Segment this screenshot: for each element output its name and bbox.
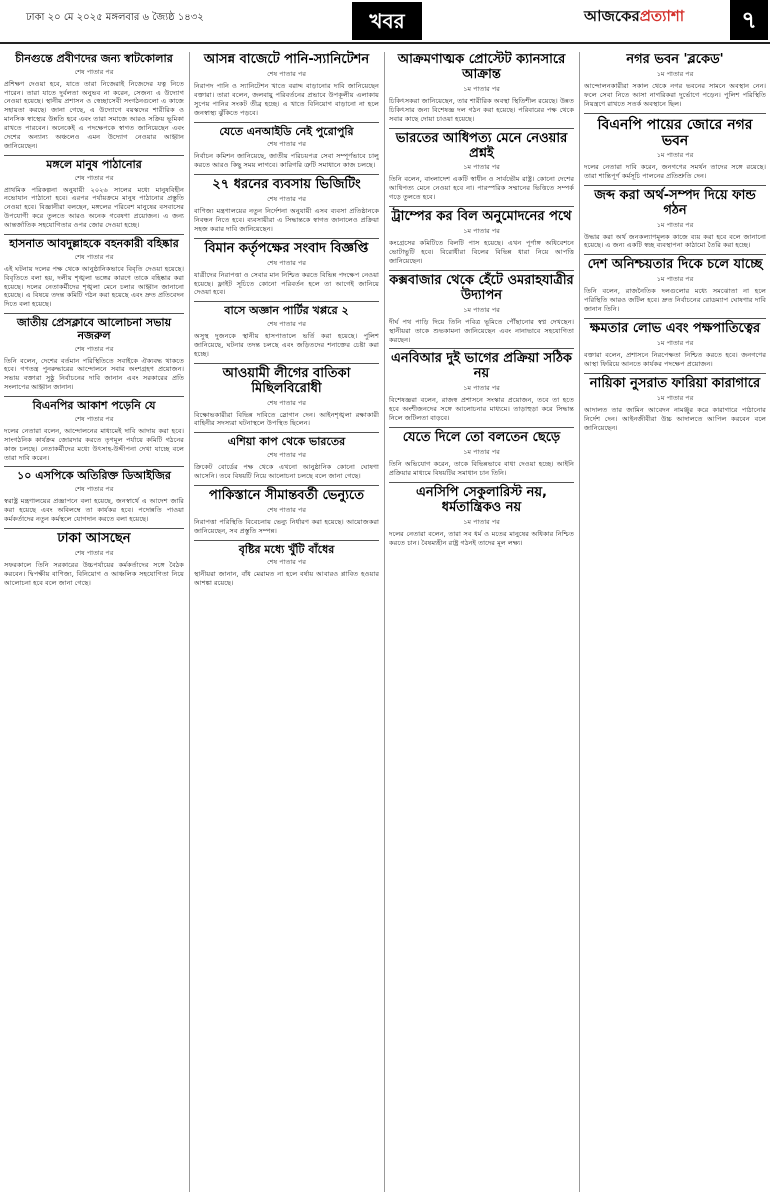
- story-body: আদালত তার জামিন আবেদন নামঞ্জুর করে কারাগারে পাঠানোর নির্দেশ দেন। আইনজীবীরা উচ্চ আদালতে আপিল করবেন বলে জানিয়েছেন।: [584, 405, 766, 432]
- continuation-note: ১ম পাতার পর: [463, 84, 500, 93]
- story-headline: যেতে এনআইডি নেই পুরোপুরি: [219, 124, 354, 138]
- continuation-note: শেষ পাতার পর: [267, 451, 306, 460]
- story-headline: যেতে দিলে তো বলতেন ছেড়ে: [402, 430, 561, 446]
- continuation-note: ১ম পাতার পর: [656, 338, 694, 347]
- story-body: তিনি বলেন, বাংলাদেশ একটি স্বাধীন ও সার্বভৌম রাষ্ট্র। কোনো দেশের আধিপত্য মেনে নেওয়া হবে না। পারস্পরিক সম্মানের ভিত্তিতে সম্পর্ক গড়ে তুলতে হবে।: [389, 175, 574, 202]
- story-body: বিশেষজ্ঞরা বলেন, রাজস্ব প্রশাসনে সংস্কার প্রয়োজন, তবে তা হতে হবে অংশীজনদের সঙ্গে আলোচনার মাধ্যমে। তাড়াহুড়া করে সিদ্ধান্ত নিলে জটিলতা বাড়বে।: [389, 396, 574, 423]
- news-story: [389, 427, 574, 478]
- continuation-note: ১ম পাতার পর: [463, 447, 500, 456]
- news-story: [194, 122, 379, 170]
- story-divider: [194, 432, 379, 433]
- continuation-note: ১ম পাতার পর: [463, 163, 500, 172]
- story-body: দলের নেতারা বলেন, তারা সব ধর্ম ও মতের মানুষের অধিকার নিশ্চিত করতে চান। বৈষম্যহীন রাষ্ট্র গঠনই তাদের মূল লক্ষ্য।: [389, 529, 574, 547]
- column-4: [584, 50, 766, 1192]
- continuation-note: ১ম পাতার পর: [656, 220, 694, 229]
- section-label: খবর: [352, 2, 422, 40]
- story-divider: [389, 482, 574, 483]
- story-headline: হাসনাত আবদুল্লাহকে বহনকারী বহিষ্কার: [9, 237, 179, 251]
- column-2: [194, 50, 379, 1192]
- news-story: [584, 113, 766, 181]
- news-story: [4, 396, 184, 462]
- story-divider: [584, 373, 766, 374]
- column-3: [389, 50, 574, 1192]
- continuation-note: ১ম পাতার পর: [656, 150, 694, 159]
- story-headline: ট্রাম্পের কর বিল অনুমোদনের পথে: [391, 209, 572, 225]
- story-divider: [389, 206, 574, 207]
- news-story: [4, 313, 184, 392]
- story-headline: ১০ এসপিকে অতিরিক্ত ডিআইজির: [17, 469, 171, 483]
- story-body: নিরাপদ পানি ও স্যানিটেশন খাতে বরাদ্দ বাড়ানোর দাবি জানিয়েছেন বক্তারা। তারা বলেন, জলবায়ু পরিবর্তনের প্রভাবে উপকূলীয় এলাকায় সুপেয় পানির সংকট তীব্র হচ্ছে। এ খাতে বিনিয়োগ বাড়ানো না হলে জনস্বাস্থ্য ঝুঁকিতে পড়বে।: [194, 81, 379, 117]
- story-divider: [4, 528, 184, 529]
- story-body: দীর্ঘ পথ পাড়ি দিয়ে তিনি পবিত্র ভূমিতে পৌঁছানোর স্বপ্ন দেখছেন। স্থানীয়রা তাকে শুভকামনা জানিয়েছেন এবং নানাভাবে সহযোগিতা করছেন।: [389, 317, 574, 344]
- story-body: বক্তারা বলেন, প্রশাসনে নিরপেক্ষতা নিশ্চিত করতে হবে। জনগণের আস্থা ফিরিয়ে আনতে কার্যকর পদক্ষেপ প্রয়োজন।: [584, 350, 766, 368]
- story-headline: আসন্ন বাজেটে পানি-স্যানিটেশন: [203, 52, 370, 67]
- news-story: [389, 53, 574, 124]
- story-divider: [194, 174, 379, 175]
- story-divider: [194, 301, 379, 302]
- story-body: দলের নেতারা বলেন, আন্দোলনের মাধ্যমেই দাবি আদায় করা হবে। সাংগঠনিক কার্যক্রম জোরদার করতে তৃণমূল পর্যায়ে কমিটি গঠনের কাজ চলছে। নেতাকর্মীদের মধ্যে উৎসাহ-উদ্দীপনা দেখা যাচ্ছে বলে তারা দাবি করেন।: [4, 426, 184, 462]
- story-body: এই ঘটনায় দলের পক্ষ থেকে আনুষ্ঠানিকভাবে বিবৃতি দেওয়া হয়েছে। বিবৃতিতে বলা হয়, দলীয় শৃঙ্খলা ভঙ্গের কারণে তাকে বহিষ্কার করা হয়েছে। দলের নেতাকর্মীদের শৃঙ্খলা মেনে চলার আহ্বান জানানো হয়েছে। এ বিষয়ে তদন্ত কমিটি গঠন করা হয়েছে এবং দ্রুত প্রতিবেদন দিতে বলা হয়েছে।: [4, 264, 184, 309]
- news-story: [4, 466, 184, 523]
- story-headline: এশিয়া কাপ থেকে ভারতের: [227, 435, 346, 449]
- news-story: [194, 301, 379, 358]
- news-story: [389, 348, 574, 423]
- news-story: [584, 318, 766, 369]
- news-story: [4, 234, 184, 309]
- continuation-note: শেষ পাতার পর: [267, 505, 306, 514]
- news-story: [584, 254, 766, 314]
- story-divider: [389, 270, 574, 271]
- story-body: কংগ্রেসের কমিটিতে বিলটি পাস হয়েছে। এখন পূর্ণাঙ্গ অধিবেশনে ভোটাভুটি হবে। বিরোধীরা বিলের বিভিন্ন ধারা নিয়ে আপত্তি জানিয়েছেন।: [389, 239, 574, 265]
- story-body: অসুস্থ দুজনকে স্থানীয় হাসপাতালে ভর্তি করা হয়েছে। পুলিশ জানিয়েছে, ঘটনার তদন্ত চলছে এবং জড়িতদের শনাক্তের চেষ্টা করা হচ্ছে।: [194, 331, 379, 358]
- continuation-note: শেষ পাতার পর: [267, 69, 306, 78]
- story-body: তিনি বলেন, রাজনৈতিক দলগুলোর মধ্যে সমঝোতা না হলে পরিস্থিতি আরও জটিল হবে। দ্রুত নির্বাচনের রোডম্যাপ ঘোষণার দাবি জানান তিনি।: [584, 287, 766, 314]
- story-headline: ভারতের আধিপত্য মেনে নেওয়ার প্রশ্নই: [395, 130, 568, 161]
- story-divider: [194, 122, 379, 123]
- continuation-note: শেষ পাতার পর: [267, 140, 306, 149]
- story-headline: বিমান কর্তৃপক্ষের সংবাদ বিজ্ঞপ্তি: [204, 240, 369, 256]
- story-body: নিরাপত্তা পরিস্থিতি বিবেচনায় ভেন্যু নির্ধারণ করা হয়েছে। আয়োজকরা জানিয়েছেন, সব প্রস্তুতি সম্পন্ন।: [194, 517, 379, 535]
- news-story: [4, 155, 184, 230]
- story-body: উদ্ধার করা অর্থ জনকল্যাণমূলক কাজে ব্যয় করা হবে বলে জানানো হয়েছে। এ জন্য একটি স্বচ্ছ ব্যবস্থাপনা কাঠামো তৈরি করা হচ্ছে।: [584, 232, 766, 250]
- story-headline: বিএনপির আকাশ পড়েনি যে: [32, 399, 156, 413]
- news-story: [194, 238, 379, 298]
- continuation-note: শেষ পাতার পর: [74, 485, 114, 494]
- story-divider: [4, 234, 184, 235]
- story-divider: [194, 485, 379, 486]
- story-body: বাণিজ্য মন্ত্রণালয়ের নতুন নির্দেশনা অনুযায়ী এসব ব্যবসা প্রতিষ্ঠানকে নিবন্ধন নিতে হবে। ব্যবসায়ীরা এ সিদ্ধান্তকে স্বাগত জানালেও প্রক্রিয়া সহজ করার দাবি জানিয়েছেন।: [194, 206, 379, 233]
- news-story: [389, 270, 574, 345]
- news-story: [584, 185, 766, 251]
- story-headline: এনবিআর দুই ভাগের প্রক্রিয়া সঠিক নয়: [390, 351, 573, 382]
- story-body: ক্রিকেট বোর্ডের পক্ষ থেকে এখনো আনুষ্ঠানিক কোনো ঘোষণা আসেনি। তবে বিষয়টি নিয়ে আলোচনা চলছে বলে জানা গেছে।: [194, 463, 379, 480]
- news-story: [584, 373, 766, 433]
- story-body: চিকিৎসকরা জানিয়েছেন, তার শারীরিক অবস্থা স্থিতিশীল রয়েছে। উন্নত চিকিৎসার জন্য বিশেষজ্ঞ দল গঠন করা হয়েছে। পরিবারের পক্ষ থেকে সবার কাছে দোয়া চাওয়া হয়েছে।: [389, 96, 574, 123]
- story-body: বিক্ষোভকারীরা বিভিন্ন দাবিতে স্লোগান দেন। আইনশৃঙ্খলা রক্ষাকারী বাহিনীর সদস্যরা ঘটনাস্থলে উপস্থিত ছিলেন।: [194, 410, 379, 428]
- news-story: [194, 540, 379, 588]
- continuation-note: শেষ পাতার পর: [74, 252, 114, 261]
- story-body: স্বরাষ্ট্র মন্ত্রণালয়ের প্রজ্ঞাপনে বলা হয়েছে, জনস্বার্থে এ আদেশ জারি করা হয়েছে এবং অবিলম্বে তা কার্যকর হবে। পদোন্নতি পাওয়া কর্মকর্তাদের নতুন কর্মস্থলে যোগদান করতে বলা হয়েছে।: [4, 497, 184, 523]
- continuation-note: শেষ পাতার পর: [267, 319, 306, 328]
- continuation-note: শেষ পাতার পর: [74, 173, 114, 182]
- story-headline: দেশ অনিশ্চয়তার দিকে চলে যাচ্ছে: [587, 257, 763, 273]
- story-divider: [4, 396, 184, 397]
- story-divider: [194, 363, 379, 364]
- continuation-note: ১ম পাতার পর: [463, 305, 500, 314]
- brand-prefix: আজকের: [584, 7, 640, 25]
- continuation-note: শেষ পাতার পর: [74, 67, 114, 76]
- continuation-note: শেষ পাতার পর: [267, 258, 306, 267]
- story-headline: বাসে অজ্ঞান পার্টির খপ্পরে ২: [224, 304, 349, 318]
- newspaper-brand: [584, 5, 684, 30]
- news-story: [194, 432, 379, 480]
- news-story: [194, 53, 379, 118]
- story-divider: [584, 254, 766, 255]
- news-story: [389, 482, 574, 548]
- story-body: নির্বাচন কমিশন জানিয়েছে, জাতীয় পরিচয়পত্র সেবা সম্পূর্ণভাবে চালু করতে আরও কিছু সময় লাগবে। কারিগরি ত্রুটি সমাধানে কাজ চলছে।: [194, 152, 379, 170]
- news-story: [194, 363, 379, 429]
- continuation-note: ১ম পাতার পর: [656, 275, 694, 284]
- story-divider: [194, 238, 379, 239]
- page-number: ৭: [730, 0, 768, 40]
- continuation-note: ১ম পাতার পর: [463, 517, 500, 526]
- news-story: [389, 206, 574, 266]
- news-story: [4, 528, 184, 588]
- story-divider: [584, 185, 766, 186]
- continuation-note: শেষ পাতার পর: [267, 194, 306, 203]
- story-body: স্থানীয়রা জানান, বাঁধ মেরামত না হলে বর্ষায় আবারও প্লাবিত হওয়ার আশঙ্কা রয়েছে।: [194, 570, 379, 588]
- story-body: প্রাথমিক পরিকল্পনা অনুযায়ী ২০২৬ সালের মধ্যে মানুষবিহীন নভোযান পাঠানো হবে। এরপর পর্যায়ক্রমে মানুষ পাঠানোর প্রস্তুতি নেওয়া হবে। বিজ্ঞানীরা বলছেন, মঙ্গলের পরিবেশ মানুষের বসবাসের উপযোগী করে তুলতে আরও অনেক গবেষণা প্রয়োজন। এ জন্য আন্তর্জাতিক সহযোগিতার ওপর জোর দেওয়া হচ্ছে।: [4, 185, 184, 230]
- story-headline: আক্রমণাত্মক প্রোস্টেট ক্যানসারে আক্রান্ত: [397, 52, 566, 82]
- story-body: প্রশিক্ষণ দেওয়া হবে, যাতে তারা নিজেরাই নিজেদের যত্ন নিতে পারেন। তারা যাতে দুর্বলতা অনুভব না করেন, সেজন্য এ উদ্যোগ নেওয়া হয়েছে। স্থানীয় প্রশাসন ও স্বেচ্ছাসেবী সংগঠনগুলো এ কাজে সহায়তা করছে। জানা গেছে, এ উদ্যোগে বয়স্কদের শারীরিক ও মানসিক স্বাস্থ্যের উন্নতি হবে এবং তারা সমাজে আরও সক্রিয় ভূমিকা রাখতে পারবেন। অনেকেই এ পদক্ষেপকে স্বাগত জানিয়েছেন এবং দেশের অন্যান্য অঞ্চলেও এমন উদ্যোগ নেওয়ার আহ্বান জানিয়েছেন।: [4, 79, 184, 150]
- story-headline: ক্ষমতার লোভ এবং পক্ষপাতিত্বের: [589, 321, 761, 336]
- story-body: দলের নেতারা দাবি করেন, জনগণের সমর্থন তাদের সঙ্গে রয়েছে। তারা শান্তিপূর্ণ কর্মসূচি পালনের প্রতিশ্রুতি দেন।: [584, 162, 766, 180]
- story-divider: [389, 427, 574, 428]
- story-headline: জব্দ করা অর্থ-সম্পদ দিয়ে ফান্ড গঠন: [594, 187, 756, 218]
- issue-date: ঢাকা ২০ মে ২০২৫ মঙ্গলবার ৬ জ্যৈষ্ঠ ১৪৩২: [26, 12, 204, 23]
- masthead: [0, 0, 770, 44]
- story-body: যাত্রীদের নিরাপত্তা ও সেবার মান নিশ্চিত করতে বিভিন্ন পদক্ষেপ নেওয়া হয়েছে। ফ্লাইট সূচিতে কোনো পরিবর্তন হলে তা আগেই জানিয়ে দেওয়া হবে।: [194, 270, 379, 297]
- story-divider: [4, 466, 184, 467]
- continuation-note: শেষ পাতার পর: [267, 398, 306, 407]
- brand-accent: প্রত্যাশা: [639, 7, 685, 25]
- continuation-note: ১ম পাতার পর: [656, 393, 694, 402]
- story-headline: চীনগুন্তে প্রবীণদের জন্য স্বাটকোলার: [15, 52, 173, 65]
- story-headline: জাতীয় প্রেসক্লাবে আলোচনা সভায় নজরুল: [16, 316, 172, 342]
- story-headline: মঙ্গলে মানুষ পাঠানোর: [46, 157, 142, 171]
- column-divider: [384, 52, 385, 1192]
- news-story: [584, 53, 766, 109]
- news-story: [389, 128, 574, 203]
- story-headline: নায়িকা নুসরাত ফারিয়া কারাগারে: [589, 375, 761, 391]
- story-divider: [584, 318, 766, 319]
- news-story: [194, 174, 379, 234]
- story-headline: নগর ভবন 'ব্লকেড': [626, 52, 724, 67]
- story-body: তিনি অভিযোগ করেন, তাকে বিভিন্নভাবে বাধা দেওয়া হচ্ছে। আইনি প্রক্রিয়ার মাধ্যমে বিষয়টির সমাধান চান তিনি।: [389, 459, 574, 477]
- story-divider: [389, 348, 574, 349]
- continuation-note: ১ম পাতার পর: [463, 227, 500, 236]
- story-headline: বৃষ্টির মধ্যে খুঁটি বাঁধের: [238, 542, 335, 556]
- story-divider: [4, 155, 184, 156]
- story-divider: [389, 128, 574, 129]
- continuation-note: শেষ পাতার পর: [74, 414, 114, 423]
- column-divider: [189, 52, 190, 1192]
- story-body: সফরকালে তিনি সরকারের উচ্চপর্যায়ের কর্মকর্তাদের সঙ্গে বৈঠক করবেন। দ্বিপক্ষীয় বাণিজ্য, বিনিয়োগ ও আঞ্চলিক সহযোগিতা নিয়ে আলোচনা হবে বলে জানা গেছে।: [4, 560, 184, 587]
- column-divider: [579, 52, 580, 1192]
- story-divider: [194, 540, 379, 541]
- continuation-note: শেষ পাতার পর: [74, 548, 114, 557]
- story-headline: পাকিস্তানে সীমান্তবর্তী ভেন্যুতে: [209, 487, 364, 503]
- story-headline: ঢাকা আসছেন: [57, 530, 131, 546]
- story-body: তিনি বলেন, দেশের বর্তমান পরিস্থিতিতে সবাইকে ঐক্যবদ্ধ থাকতে হবে। গণতন্ত্র পুনরুদ্ধারের আন্দোলনে সবার অংশগ্রহণ প্রয়োজন। সভায় বক্তারা সুষ্ঠু নির্বাচনের দাবি জানান এবং সরকারের প্রতি সংলাপের আহ্বান জানান।: [4, 356, 184, 392]
- story-headline: বিএনপি পায়ের জোরে নগর ভবন: [597, 116, 753, 149]
- continuation-note: শেষ পাতার পর: [74, 344, 114, 353]
- news-story: [194, 485, 379, 536]
- story-headline: কক্সবাজার থেকে হেঁটে ওমরাহযাত্রীর উদ্যাপন: [389, 272, 574, 303]
- column-1: [4, 50, 184, 1192]
- story-body: আন্দোলনকারীরা সকাল থেকে নগর ভবনের সামনে অবস্থান নেন। ফলে সেবা নিতে আসা নাগরিকরা দুর্ভোগে পড়েন। পুলিশ পরিস্থিতি নিয়ন্ত্রণে রাখতে সতর্ক অবস্থানে ছিল।: [584, 81, 766, 108]
- continuation-note: ১ম পাতার পর: [656, 69, 694, 78]
- news-story: [4, 53, 184, 151]
- story-headline: আওয়ামী লীগের বাতিকা মিছিলবিরোধী: [222, 365, 351, 396]
- continuation-note: শেষ পাতার পর: [267, 558, 306, 567]
- continuation-note: ১ম পাতার পর: [463, 384, 500, 393]
- story-divider: [584, 113, 766, 114]
- story-headline: ২৭ ধরনের ব্যবসায় ভিজিটিং: [212, 177, 361, 193]
- story-divider: [4, 313, 184, 314]
- story-headline: এনসিপি সেকুলারিস্ট নয়, ধর্মতান্ত্রিকও নয়: [416, 484, 547, 515]
